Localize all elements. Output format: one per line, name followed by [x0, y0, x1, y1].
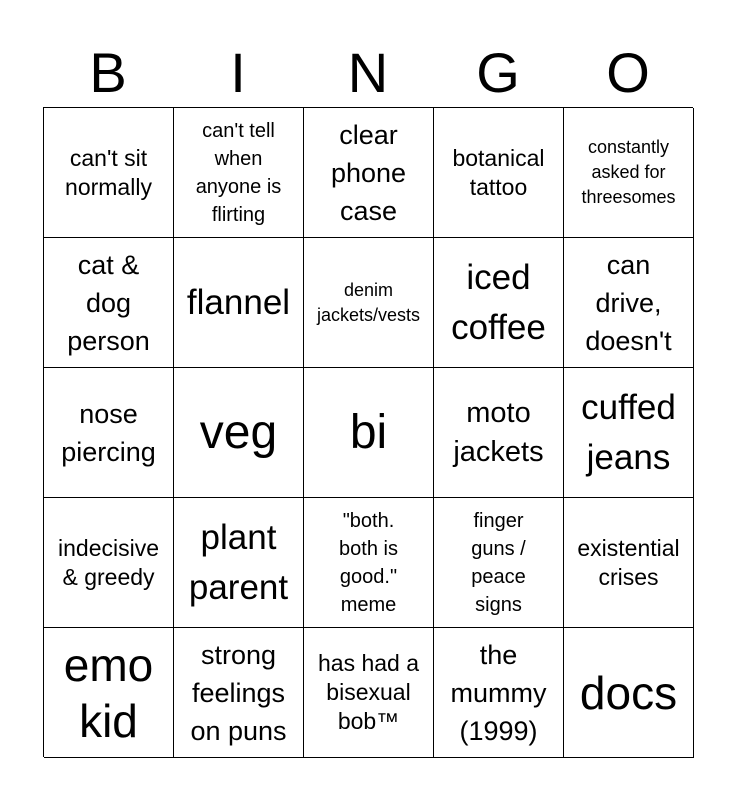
bingo-cell-text: the mummy (1999): [450, 639, 547, 746]
bingo-cell-text: constantly asked for threesomes: [581, 137, 676, 207]
bingo-cell-text: plant parent: [188, 517, 289, 607]
bingo-cell[interactable]: [434, 628, 564, 758]
bingo-cell[interactable]: [44, 498, 174, 628]
bingo-cell-text: moto jackets: [453, 396, 544, 468]
bingo-cell-text: indecisive & greedy: [58, 534, 159, 590]
bingo-cell[interactable]: [434, 238, 564, 368]
bingo-cell[interactable]: [44, 628, 174, 758]
bingo-header: [43, 40, 693, 106]
bingo-cell-text: "both. both is good." meme: [339, 509, 398, 616]
bingo-cell-text: has had a bisexual bob™: [317, 650, 420, 734]
bingo-cell[interactable]: [174, 368, 304, 498]
bingo-cell-text: botanical tattoo: [452, 144, 545, 200]
bingo-cell-text: clear phone case: [330, 119, 407, 226]
bingo-cell-text: docs: [579, 666, 678, 719]
bingo-cell-text: emo kid: [63, 638, 154, 747]
bingo-cell[interactable]: [304, 238, 434, 368]
bingo-cell[interactable]: [174, 498, 304, 628]
bingo-cell[interactable]: [564, 368, 694, 498]
bingo-cell[interactable]: [564, 238, 694, 368]
bingo-cell[interactable]: [304, 368, 434, 498]
header-letter-b: B: [89, 41, 127, 104]
bingo-cell-text: existential crises: [577, 534, 680, 590]
bingo-cell[interactable]: [434, 368, 564, 498]
bingo-cell[interactable]: [174, 238, 304, 368]
bingo-cell[interactable]: [564, 498, 694, 628]
bingo-cell-text: flannel: [186, 282, 291, 322]
bingo-cell[interactable]: [44, 238, 174, 368]
bingo-cell[interactable]: [44, 368, 174, 498]
bingo-cell-text: can't sit normally: [65, 144, 152, 200]
bingo-cell[interactable]: [304, 628, 434, 758]
bingo-cell[interactable]: [304, 498, 434, 628]
bingo-cell-text: bi: [349, 405, 388, 459]
bingo-cell-text: veg: [199, 405, 278, 459]
header-letter-n: N: [347, 41, 389, 104]
bingo-cell[interactable]: [564, 108, 694, 238]
header-letter-g: G: [476, 41, 520, 104]
bingo-cell[interactable]: [434, 108, 564, 238]
bingo-cell-text: cat & dog person: [67, 249, 150, 356]
bingo-cell[interactable]: [174, 628, 304, 758]
bingo-cell-text: nose piercing: [61, 398, 156, 467]
bingo-cell-text: cuffed jeans: [581, 387, 676, 477]
bingo-cell-text: can't tell when anyone is flirting: [195, 119, 282, 226]
bingo-cell-text: can drive, doesn't: [585, 249, 672, 356]
bingo-board: [43, 107, 693, 757]
header-letter-o: O: [606, 41, 650, 104]
bingo-cell-text: strong feelings on puns: [190, 639, 287, 746]
bingo-cell[interactable]: [174, 108, 304, 238]
bingo-cell[interactable]: [564, 628, 694, 758]
bingo-cell[interactable]: [304, 108, 434, 238]
header-letter-i: I: [230, 41, 246, 104]
bingo-cell[interactable]: [434, 498, 564, 628]
bingo-cell-text: denim jackets/vests: [316, 279, 421, 325]
bingo-cell[interactable]: [44, 108, 174, 238]
bingo-cell-text: iced coffee: [451, 257, 546, 347]
bingo-cell-text: finger guns / peace signs: [471, 509, 526, 616]
